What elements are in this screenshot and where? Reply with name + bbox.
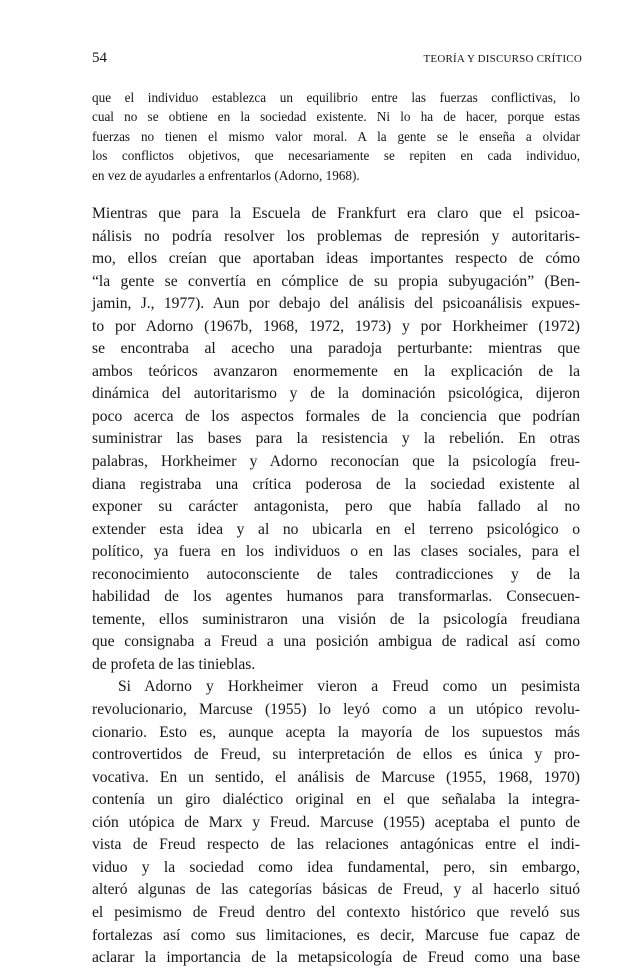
paragraph-line: cionario. Esto es, aunque acepta la mayoría de los supuestos más [92, 723, 580, 741]
paragraph-line: poco acerca de los aspectos formales de la conciencia que podrían [92, 407, 580, 425]
paragraph-line: “la gente se convertía en cómplice de su propia subyugación” (Ben- [92, 272, 580, 290]
quote-line: cual no se obtiene en la sociedad existente. Ni lo ha de hacer, porque estas [92, 109, 580, 125]
paragraph-line: jamin, J., 1977). Aun por debajo del análisis del psicoanálisis expues- [92, 295, 580, 313]
paragraph-line: reconocimiento autoconsciente de tales contradicciones y de la [92, 565, 580, 583]
paragraph-line: palabras, Horkheimer y Adorno reconocían que la psicología freu- [92, 453, 580, 471]
page-number: 54 [92, 50, 107, 66]
paragraph-line: nálisis no podría resolver los problemas de represión y autoritaris- [92, 227, 580, 245]
paragraph-line: fortalezas así como sus limitaciones, es decir, Marcuse fue capaz de [92, 926, 580, 944]
paragraph-line: revolucionario, Marcuse (1955) lo leyó como a un utópico revolu- [92, 701, 580, 719]
paragraph-line: viduo y la sociedad como idea fundamental, pero, sin embargo, [92, 858, 580, 876]
paragraph-line: vista de Freud respecto de las relaciones antagónicas entre el indi- [92, 836, 580, 854]
running-head: TEORÍA Y DISCURSO CRÍTICO [423, 53, 582, 65]
paragraph-1 [92, 203, 580, 676]
paragraph-line: habilidad de los agentes humanos para transformarlas. Consecuen- [92, 588, 580, 606]
paragraph-line: suministrar las bases para la resistencia y la rebelión. En otras [92, 430, 580, 448]
paragraph-line: que consignaba a Freud a una posición ambigua de radical así como [92, 633, 580, 651]
paragraph-line: diana registraba una crítica poderosa de la sociedad existente al [92, 475, 580, 493]
quote-line: los conflictos objetivos, que necesariamente se repiten en cada individuo, [92, 148, 580, 164]
paragraph-line: temente, ellos suministraron una visión de la psicología freudiana [92, 610, 580, 628]
body-text [92, 203, 580, 970]
quote-line: que el individuo establezca un equilibrio entre las fuerzas conflictivas, lo [92, 90, 580, 105]
paragraph-line: Mientras que para la Escuela de Frankfurt era claro que el psicoa- [92, 205, 580, 222]
paragraph-line: de profeta de las tinieblas. [92, 655, 256, 673]
paragraph-line: extender esta idea y al no ubicarla en el terreno psicológico o [92, 520, 580, 538]
paragraph-line: vocativa. En un sentido, el análisis de Marcuse (1955, 1968, 1970) [92, 768, 580, 786]
paragraph-line: Si Adorno y Horkheimer vieron a Freud como un pesimista [118, 678, 580, 696]
paragraph-line: dinámica del autoritarismo y de la dominación psicológica, dijeron [92, 385, 580, 403]
paragraph-line: to por Adorno (1967b, 1968, 1972, 1973) y por Horkheimer (1972) [92, 317, 580, 335]
paragraph-line: alteró algunas de las categorías básicas de Freud, y al hacerlo situó [92, 881, 580, 899]
paragraph-line: se encontraba al acecho una paradoja perturbante: mientras que [92, 340, 580, 358]
block-quote [92, 88, 580, 185]
paragraph-line: ción utópica de Marx y Freud. Marcuse (1955) aceptaba el punto de [92, 813, 580, 831]
paragraph-line: ambos teóricos avanzaron enormemente en la explicación de la [92, 362, 580, 380]
paragraph-line: el pesimismo de Freud dentro del contexto histórico que reveló sus [92, 903, 580, 921]
paragraph-2 [92, 676, 580, 969]
paragraph-line: controvertidos de Freud, su interpretación de ellos es única y pro- [92, 746, 580, 764]
page-header [92, 50, 582, 70]
paragraph-line: aclarar la importancia de la metapsicología de Freud como una base [92, 949, 580, 967]
paragraph-line: mo, ellos creían que aportaban ideas importantes respecto de cómo [92, 250, 580, 268]
quote-line: en vez de ayudarles a enfrentarlos (Adorno, 1968). [92, 167, 360, 183]
paragraph-line: contenía un giro dialéctico original en el que señalaba la integra- [92, 791, 580, 809]
paragraph-line: exponer su carácter antagonista, pero que había fallado al no [92, 498, 580, 516]
quote-line: fuerzas no tienen el mismo valor moral. A la gente se le enseña a olvidar [92, 128, 580, 144]
paragraph-line: político, ya fuera en los individuos o en las clases sociales, para el [92, 543, 580, 561]
